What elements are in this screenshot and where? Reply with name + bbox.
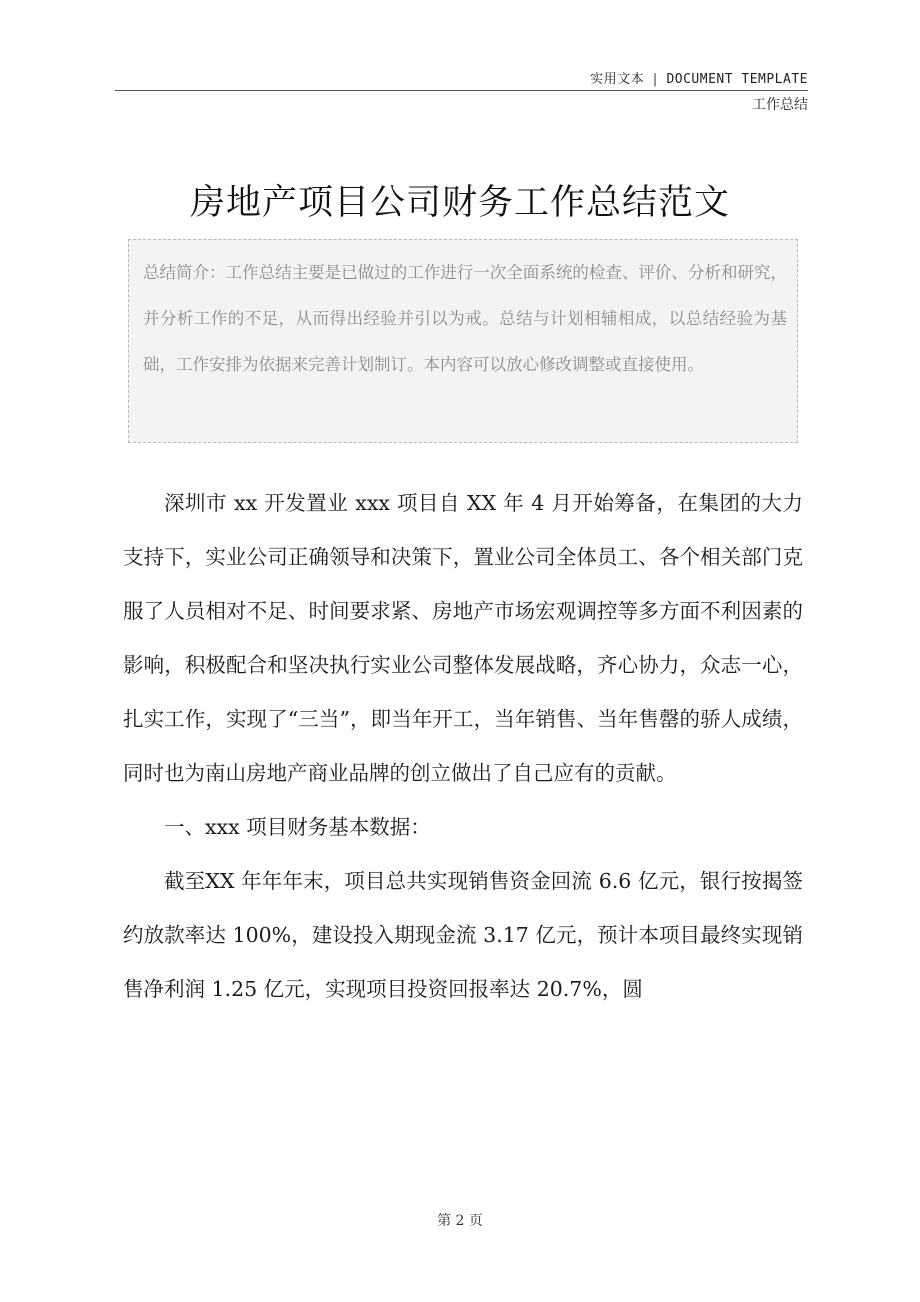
header-category: 工作总结	[752, 97, 808, 113]
summary-box	[128, 239, 798, 443]
page-number: 第 2 页	[437, 1213, 483, 1229]
section-heading: 一、xxx 项目财务基本数据：	[164, 815, 431, 839]
body-paragraph-intro: 深圳市 xx 开发置业 xxx 项目自 XX 年 4 月开始筹备，在集团的大力支持下，实业公司正确领导和决策下，置业公司全体员工、各个相关部门克服了人员相对不足、时间要求紧、房地产市场宏观调控等多方面不利因素的影响，积极配合和坚决执行实业公司整体发展战略，齐心协力，众志一心，扎实工作，实现了“三当”，即当年开工，当年销售、当年售罄的骄人成绩，同时也为南山房地产商业品牌的创立做出了自己应有的贡献。	[123, 491, 803, 785]
document-body	[123, 476, 803, 1016]
summary-text: 总结简介：工作总结主要是已做过的工作进行一次全面系统的检查、评价、分析和研究，并分析工作的不足，从而得出经验并引以为戒。总结与计划相辅相成，以总结经验为基础，工作安排为依据来完善计划制订。本内容可以放心修改调整或直接使用。	[143, 263, 787, 374]
page-header	[590, 68, 808, 87]
header-separator: |	[651, 72, 660, 87]
header-title-line	[590, 68, 808, 87]
header-left-text: 实用文本	[590, 72, 645, 87]
document-title: 房地产项目公司财务工作总结范文	[189, 183, 730, 223]
header-divider	[115, 90, 808, 91]
header-right-text: DOCUMENT TEMPLATE	[666, 72, 808, 87]
body-paragraph-data: 截至XX 年年年末，项目总共实现销售资金回流 6.6 亿元，银行按揭签约放款率达 100%，建设投入期现金流 3.17 亿元，预计本项目最终实现销售净利润 1.25 亿元，实现项目投资回报率达 20.7%，圆	[123, 869, 803, 1001]
